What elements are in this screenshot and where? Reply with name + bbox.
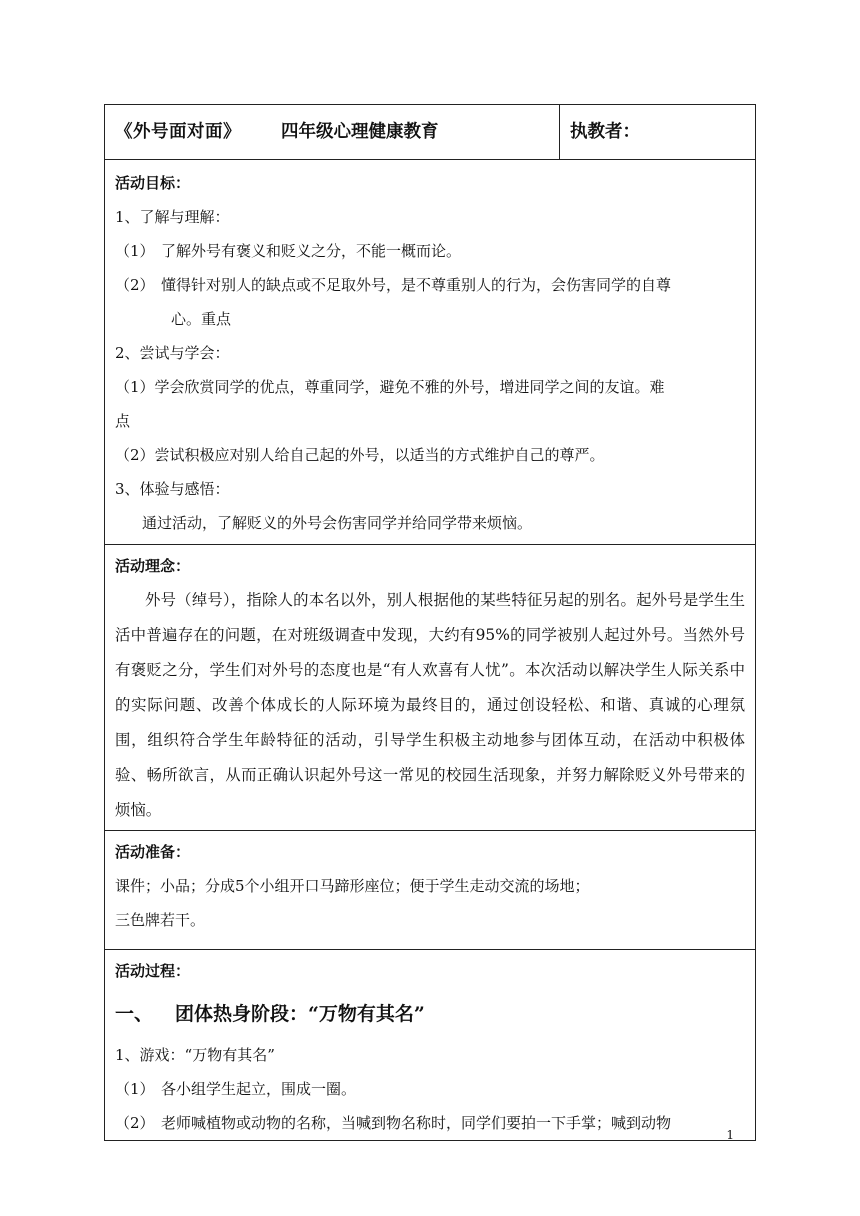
item-number: （1） [115,242,155,260]
goals-heading: 活动目标： [115,174,191,192]
concept-row [105,545,756,831]
prep-heading: 活动准备： [115,843,191,861]
teacher-cell [560,105,756,160]
title-cell [105,105,560,160]
lesson-subject: 四年级心理健康教育 [281,122,439,142]
item-continuation: 心。重点 [171,310,232,328]
prep-line: 课件；小品；分成5个小组开口马蹄形座位；便于学生走动交流的场地； [115,877,590,895]
item-text: 了解外号有褒义和贬义之分，不能一概而论。 [161,242,462,260]
concept-heading: 活动理念： [115,557,191,575]
goals-section-2-title: 2、尝试与学会： [115,344,230,362]
item-text: 懂得针对别人的缺点或不足取外号，是不尊重别人的行为，会伤害同学的自尊 [161,276,672,294]
item-text: 各小组学生起立，围成一圈。 [161,1080,357,1098]
stage-title: 团体热身阶段：“万物有其名” [175,1003,425,1025]
prep-line: 三色牌若干。 [115,911,206,929]
lesson-title: 《外号面对面》 [115,122,241,142]
process-item [115,1072,745,1106]
goals-item-line: （1）学会欣赏同学的优点，尊重同学，避免不雅的外号，增进同学之间的友谊。难 [115,378,665,396]
concept-paragraph: 外号（绰号），指除人的本名以外，别人根据他的某些特征另起的别名。起外号是学生生活中普遍存在的问题，在对班级调查中发现，大约有95%的同学被别人起过外号。当然外号有褒贬之分，学生们对外号的态度也是“有人欢喜有人忧”。本次活动以解决学生人际关系中的实际问题、改善个体成长的人际环境为最终目的，通过创设轻松、和谐、真诚的心理氛围，组织符合学生年龄特征的活动，引导学生积极主动地参与团体互动，在活动中积极体验、畅所欲言，从而正确认识起外号这一常见的校园生活现象，并努力解除贬义外号带来的烦恼。 [115,591,745,819]
goals-item [115,268,745,302]
stage-heading [115,988,745,1038]
stage-number: 一、 [115,1003,154,1025]
item-number: （1） [115,1080,155,1098]
item-text: 老师喊植物或动物的名称，当喊到物名称时，同学们要拍一下手掌；喊到动物 [161,1114,672,1132]
page-number: 1 [726,1128,734,1142]
prep-cell [105,831,756,950]
goals-cell [105,160,756,545]
process-cell [105,950,756,1141]
goals-section-1-title: 1、了解与理解： [115,208,230,226]
game-title: 1、游戏：“万物有其名” [115,1046,275,1064]
goals-row [105,160,756,545]
header-row [105,105,756,160]
teacher-label: 执教者： [570,122,640,142]
lesson-plan-table [104,104,756,1141]
goals-item-line: （2）尝试积极应对别人给自己起的外号，以适当的方式维护自己的尊严。 [115,446,605,464]
goals-section-3-title: 3、体验与感悟： [115,480,230,498]
process-row [105,950,756,1141]
item-number: （2） [115,276,155,294]
process-item [115,1106,745,1140]
item-number: （2） [115,1114,155,1132]
goals-item [115,234,745,268]
goals-item-line: 点 [115,412,131,430]
concept-cell [105,545,756,831]
goals-section-3-text: 通过活动，了解贬义的外号会伤害同学并给同学带来烦恼。 [142,514,533,532]
process-heading: 活动过程： [115,962,191,980]
prep-row [105,831,756,950]
